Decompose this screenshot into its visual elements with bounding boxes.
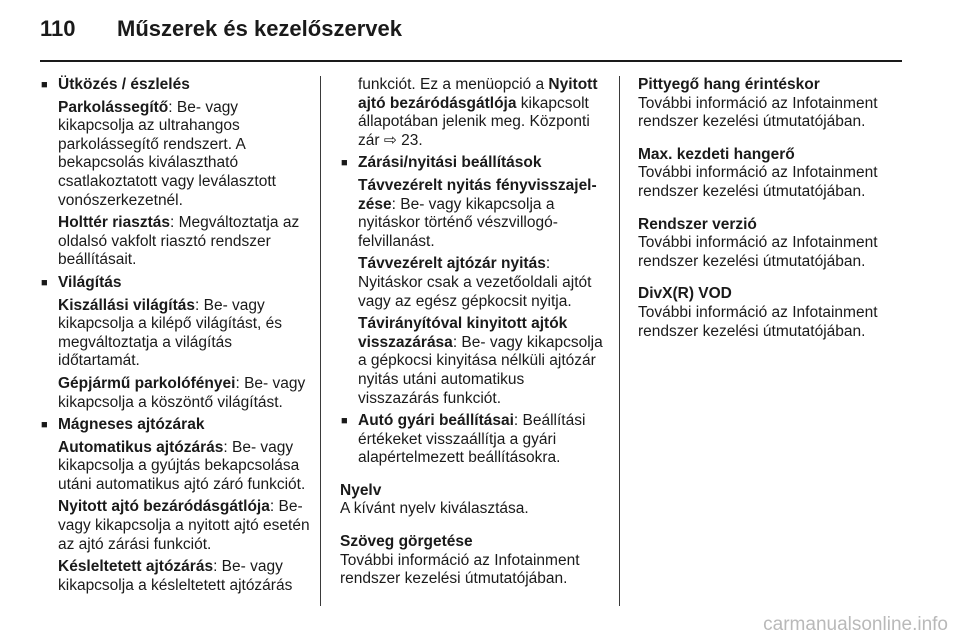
section-text: További információ az Infotainment rendszer kezelési útmutatójában. — [340, 551, 580, 588]
section-title: Max. kezdeti hangerő — [638, 145, 795, 163]
bullet-title: ■ Ütközés / észlelés — [58, 76, 190, 93]
section-title: Szöveg görgetése — [340, 533, 473, 551]
section-text: További információ az Infotainment rendszer kezelési útmutatójában. — [638, 94, 878, 131]
setting-term: Kiszállási világítás — [58, 296, 195, 314]
column-3 — [638, 76, 900, 355]
section-title: Nyelv — [340, 481, 382, 499]
setting-term: Távvezérelt ajtózár nyitás — [358, 255, 546, 273]
setting-item — [340, 255, 608, 311]
setting-term: Nyitott ajtó bezáródásgátlója — [358, 76, 598, 112]
section-system-version — [638, 216, 900, 272]
setting-description: : Be- vagy kikapcsolja a gyújtás bekapcsolása utáni automatikus ajtó záró funkciót. — [58, 438, 306, 493]
setting-term: Távvezérelt nyitás fényvisszajelzése — [358, 176, 597, 213]
continued-text: funkciót. Ez a menüopció a — [358, 76, 549, 93]
section-divx-vod — [638, 285, 900, 341]
setting-item — [40, 498, 310, 554]
section-text: További információ az Infotainment rendszer kezelési útmutatójában. — [638, 164, 878, 200]
setting-description: : Be- vagy kikapcsolja a nyitáskor történő vészvillogó-felvillanást. — [358, 195, 558, 250]
setting-item — [40, 558, 310, 595]
bullet-factory-settings — [340, 412, 608, 468]
page-title: Műszerek és kezelőszervek — [117, 16, 402, 41]
section-touch-beep — [638, 76, 900, 132]
column-divider-1 — [320, 76, 321, 606]
column-divider-2 — [619, 76, 620, 606]
bullet-door-locks — [40, 416, 310, 435]
section-title: Rendszer verzió — [638, 215, 757, 233]
setting-term: Gépjármű parkolófényei — [58, 374, 236, 392]
column-1 — [40, 76, 310, 599]
continued-text: kikapcsolt állapotában jelenik meg. Központi zár — [358, 94, 590, 149]
page-reference-icon: ⇨ — [383, 131, 402, 149]
bullet-lighting — [40, 274, 310, 293]
setting-item — [40, 99, 310, 211]
setting-description: : Megváltoztatja az oldalsó vakfolt riasztó rendszer beállításait. — [58, 214, 300, 269]
page-header — [0, 0, 960, 62]
setting-term: Nyitott ajtó bezáródásgátlója — [58, 498, 270, 516]
setting-item — [40, 439, 310, 495]
section-text-scroll — [340, 533, 608, 589]
setting-term: Távirányítóval kinyitott ajtók visszazárása — [358, 315, 568, 351]
section-language — [340, 482, 608, 519]
setting-term: Késleltetett ajtózárás — [58, 558, 214, 576]
setting-description: : Be- vagy kikapcsolja a késleltetett ajtózárás — [58, 558, 293, 594]
bullet-title: ■ Mágneses ajtózárak — [58, 416, 205, 434]
setting-description: : Be- vagy kikapcsolja a köszöntő világítást. — [58, 374, 306, 411]
bullet-collision-detection — [40, 76, 310, 95]
watermark: carmanualsonline.info — [763, 614, 948, 635]
bullet-title: ■ Világítás — [58, 273, 122, 291]
section-title: Pittyegő hang érintéskor — [638, 76, 820, 93]
section-title: DivX(R) VOD — [638, 285, 732, 303]
section-max-volume — [638, 146, 900, 202]
setting-description: : Be- vagy kikapcsolja a nyitott ajtó esetén az ajtó zárási funkciót. — [58, 498, 310, 553]
setting-description: : Nyitáskor csak a vezetőoldali ajtót vagy az egész gépkocsit nyitja. — [358, 255, 592, 310]
bullet-lock-settings — [340, 154, 608, 173]
setting-item — [340, 315, 608, 408]
page-reference[interactable]: 23. — [401, 131, 423, 149]
section-text: A kívánt nyelv kiválasztása. — [340, 500, 529, 518]
setting-term: Automatikus ajtózárás — [58, 438, 224, 456]
setting-description: : Be- vagy kikapcsolja az ultrahangos parkolássegítő rendszert. A bekapcsolás kiválasztható csatlakoztatott vagy leválasztott vonószerkezetnél. — [58, 98, 276, 209]
section-text: További információ az Infotainment rendszer kezelési útmutatójában. — [638, 303, 878, 340]
column-2 — [340, 76, 608, 603]
setting-item — [340, 177, 608, 251]
page-number: 110 — [40, 16, 76, 41]
continued-paragraph — [340, 76, 608, 150]
setting-item — [40, 375, 310, 412]
setting-item — [40, 297, 310, 371]
bullet-title: ■ Zárási/nyitási beállítások — [358, 154, 542, 172]
setting-description: : Be- vagy kikapcsolja a kilépő világítást, és megváltoztatja a világítás időtartamát. — [58, 296, 283, 370]
header-divider — [40, 60, 902, 62]
setting-description: : Beállítási értékeket visszaállítja a gyári alapértelmezett beállításokra. — [358, 412, 586, 467]
setting-item — [40, 214, 310, 270]
section-text: További információ az Infotainment rendszer kezelési útmutatójában. — [638, 234, 878, 270]
setting-term: Parkolássegítő — [58, 98, 169, 116]
setting-term: Holttér riasztás — [58, 214, 170, 232]
setting-description: : Be- vagy kikapcsolja a gépkocsi kinyitása nélküli ajtózár nyitás utáni automatikus visszazárás funkciót. — [358, 333, 603, 407]
setting-term: Autó gyári beállításai — [358, 412, 514, 430]
